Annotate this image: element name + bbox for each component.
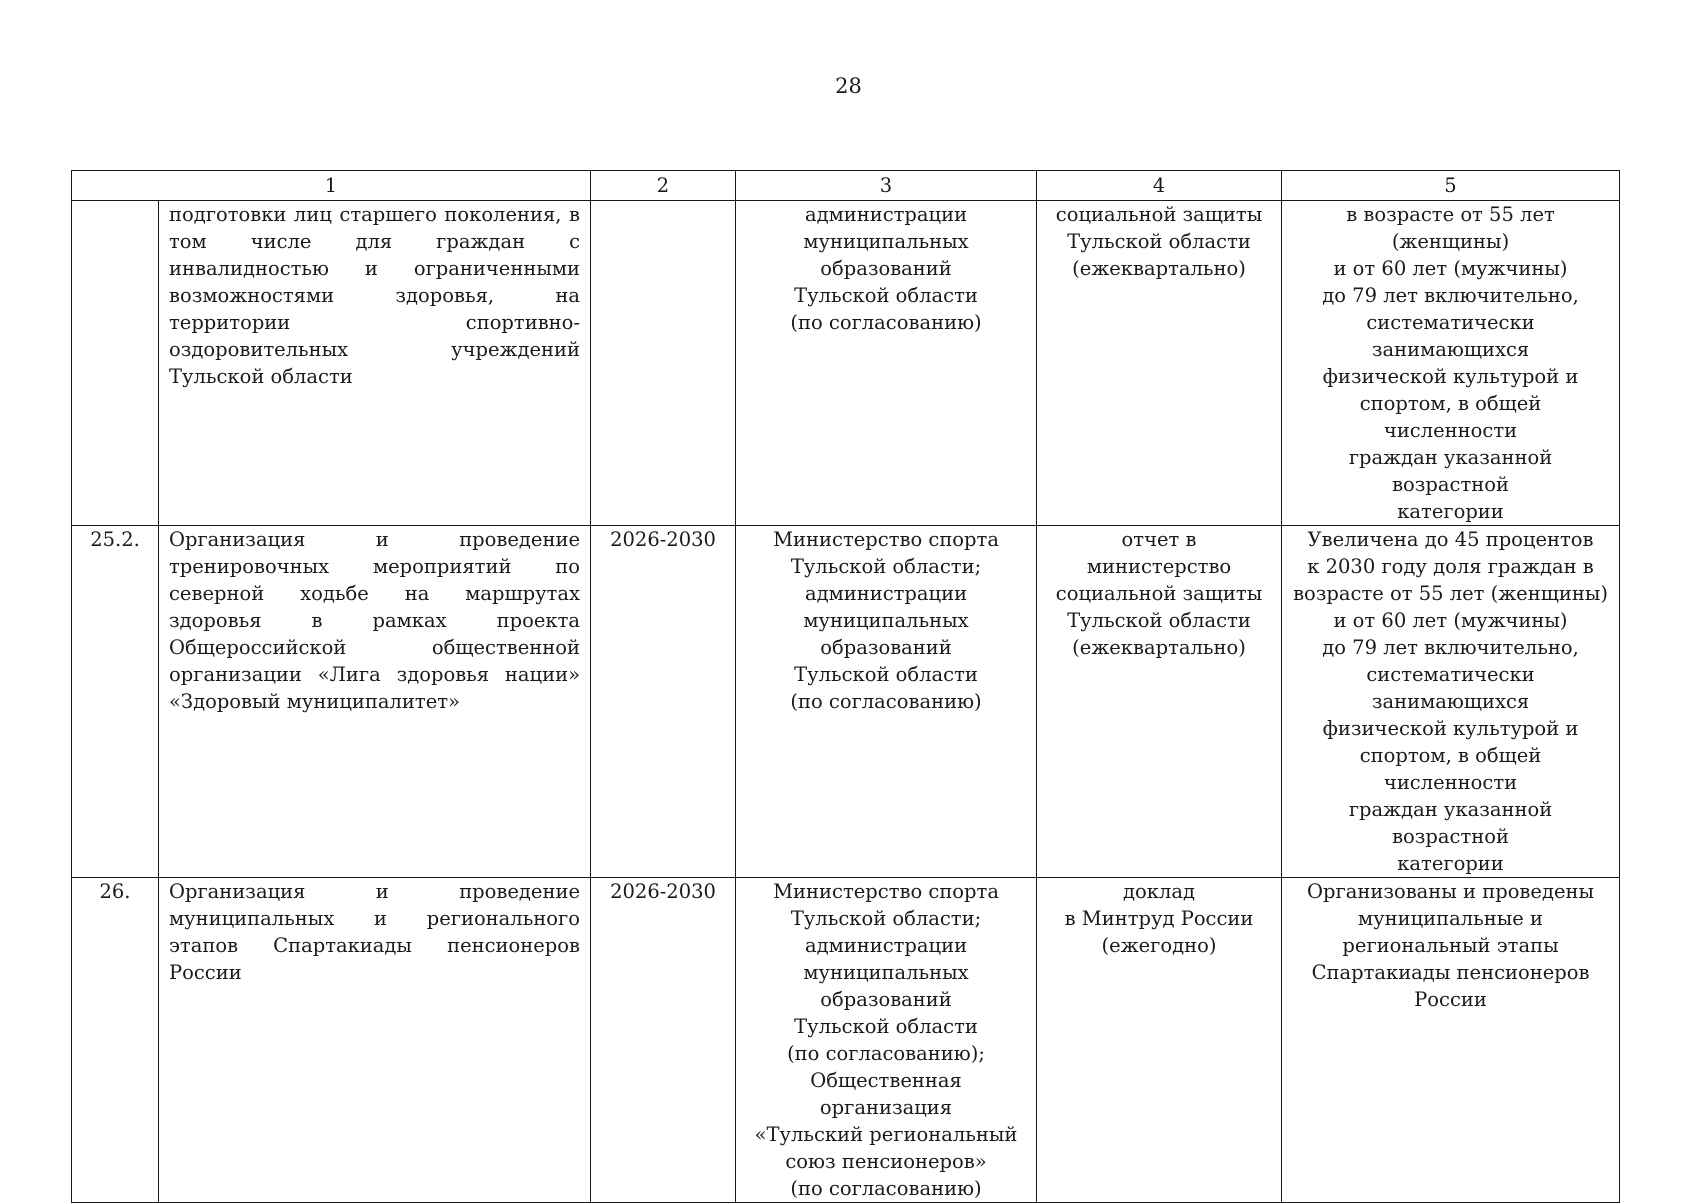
responsible-line: (по согласованию); — [787, 1042, 985, 1065]
activity-cell: Организация и проведение тренировочных мероприятий по северной ходьбе на маршрутах здоровья в рамках проекта Общероссийской общественной организации «Лига здоровья нации» «Здоровый муниципалитет» — [159, 526, 591, 878]
responsible-line: (по согласованию) — [790, 311, 982, 334]
responsible-line: образований — [820, 636, 952, 659]
reporting-line: Тульской области — [1067, 230, 1251, 253]
responsible-line: образований — [820, 257, 952, 280]
result-line: региональный этапы — [1342, 934, 1559, 957]
result-line: занимающихся — [1371, 690, 1530, 713]
reporting-cell — [1037, 201, 1282, 526]
responsible-line: администрации — [804, 582, 968, 605]
result-line: муниципальные и — [1357, 907, 1544, 930]
result-line: занимающихся — [1371, 338, 1530, 361]
header-col-5: 5 — [1282, 171, 1620, 201]
responsible-line: муниципальных — [803, 961, 969, 984]
responsible-line: администрации — [804, 934, 968, 957]
result-cell — [1282, 201, 1620, 526]
result-line: граждан указанной возрастной — [1348, 446, 1553, 496]
result-line: и от 60 лет (мужчины) — [1333, 609, 1568, 632]
activity-cell: Организация и проведение муниципальных и регионального этапов Спартакиады пенсионеров России — [159, 878, 591, 1203]
responsible-line: союз пенсионеров» — [785, 1150, 987, 1173]
header-col-1: 1 — [72, 171, 591, 201]
result-line: систематически — [1366, 311, 1535, 334]
responsible-line: «Тульский региональный — [754, 1123, 1018, 1146]
result-line: (женщины) — [1391, 230, 1510, 253]
reporting-line: доклад — [1123, 880, 1195, 903]
responsible-line: муниципальных — [803, 609, 969, 632]
reporting-line: (ежеквартально) — [1072, 257, 1246, 280]
period-cell: 2026-2030 — [591, 526, 736, 878]
header-col-3: 3 — [736, 171, 1037, 201]
result-line: категории — [1397, 500, 1504, 523]
reporting-line: социальной защиты — [1055, 203, 1263, 226]
reporting-line: в Минтруд России — [1064, 907, 1254, 930]
responsible-line: муниципальных — [803, 230, 969, 253]
responsible-cell — [736, 526, 1037, 878]
responsible-line: Тульской области — [794, 663, 978, 686]
responsible-line: (по согласованию) — [790, 1177, 982, 1200]
responsible-line: Тульской области — [794, 284, 978, 307]
responsible-line: Тульской области — [794, 1015, 978, 1038]
activity-cell: подготовки лиц старшего поколения, в том числе для граждан с инвалидностью и ограниченными возможностями здоровья, на территории спортивно-оздоровительных учреждений Тульской области — [159, 201, 591, 526]
result-line: до 79 лет включительно, — [1322, 636, 1579, 659]
result-line: спортом, в общей численности — [1359, 392, 1542, 442]
responsible-line: администрации — [804, 203, 968, 226]
responsible-line: Министерство спорта — [773, 528, 999, 551]
table-row — [72, 201, 1620, 526]
responsible-line: Министерство спорта — [773, 880, 999, 903]
reporting-line: (ежеквартально) — [1072, 636, 1246, 659]
table-row — [72, 878, 1620, 1203]
responsible-cell — [736, 201, 1037, 526]
result-line: России — [1414, 988, 1487, 1011]
reporting-line: министерство — [1086, 555, 1232, 578]
result-line: спортом, в общей численности — [1359, 744, 1542, 794]
result-line: и от 60 лет (мужчины) — [1333, 257, 1568, 280]
responsible-line: (по согласованию) — [790, 690, 982, 713]
result-line: категории — [1397, 852, 1504, 875]
reporting-line: (ежегодно) — [1101, 934, 1217, 957]
responsible-cell — [736, 878, 1037, 1203]
header-col-4: 4 — [1037, 171, 1282, 201]
responsible-line: Тульской области; — [790, 555, 982, 578]
reporting-line: отчет в — [1121, 528, 1197, 551]
result-line: физической культурой и — [1322, 717, 1579, 740]
header-col-2: 2 — [591, 171, 736, 201]
responsible-line: Общественная — [810, 1069, 962, 1092]
responsible-line: образований — [820, 988, 952, 1011]
result-line: Увеличена до 45 процентов — [1307, 528, 1594, 551]
result-line: физической культурой и — [1322, 365, 1579, 388]
reporting-line: социальной защиты — [1055, 582, 1263, 605]
page-number: 28 — [835, 74, 862, 98]
reporting-line: Тульской области — [1067, 609, 1251, 632]
responsible-line: Тульской области; — [790, 907, 982, 930]
measures-table — [71, 170, 1620, 1203]
result-cell — [1282, 526, 1620, 878]
result-line: граждан указанной возрастной — [1348, 798, 1553, 848]
result-line: Организованы и проведены — [1307, 880, 1595, 903]
result-line: к 2030 году доля граждан в — [1307, 555, 1594, 578]
row-number: 26. — [72, 878, 159, 1203]
row-number — [72, 201, 159, 526]
table-row — [72, 526, 1620, 878]
result-cell — [1282, 878, 1620, 1203]
period-cell: 2026-2030 — [591, 878, 736, 1203]
responsible-line: организация — [819, 1096, 953, 1119]
period-cell — [591, 201, 736, 526]
reporting-cell — [1037, 878, 1282, 1203]
result-line: в возрасте от 55 лет — [1346, 203, 1555, 226]
result-line: возрасте от 55 лет (женщины) — [1293, 582, 1608, 605]
header-row — [72, 171, 1620, 201]
reporting-cell — [1037, 526, 1282, 878]
result-line: до 79 лет включительно, — [1322, 284, 1579, 307]
result-line: Спартакиады пенсионеров — [1311, 961, 1590, 984]
row-number: 25.2. — [72, 526, 159, 878]
result-line: систематически — [1366, 663, 1535, 686]
